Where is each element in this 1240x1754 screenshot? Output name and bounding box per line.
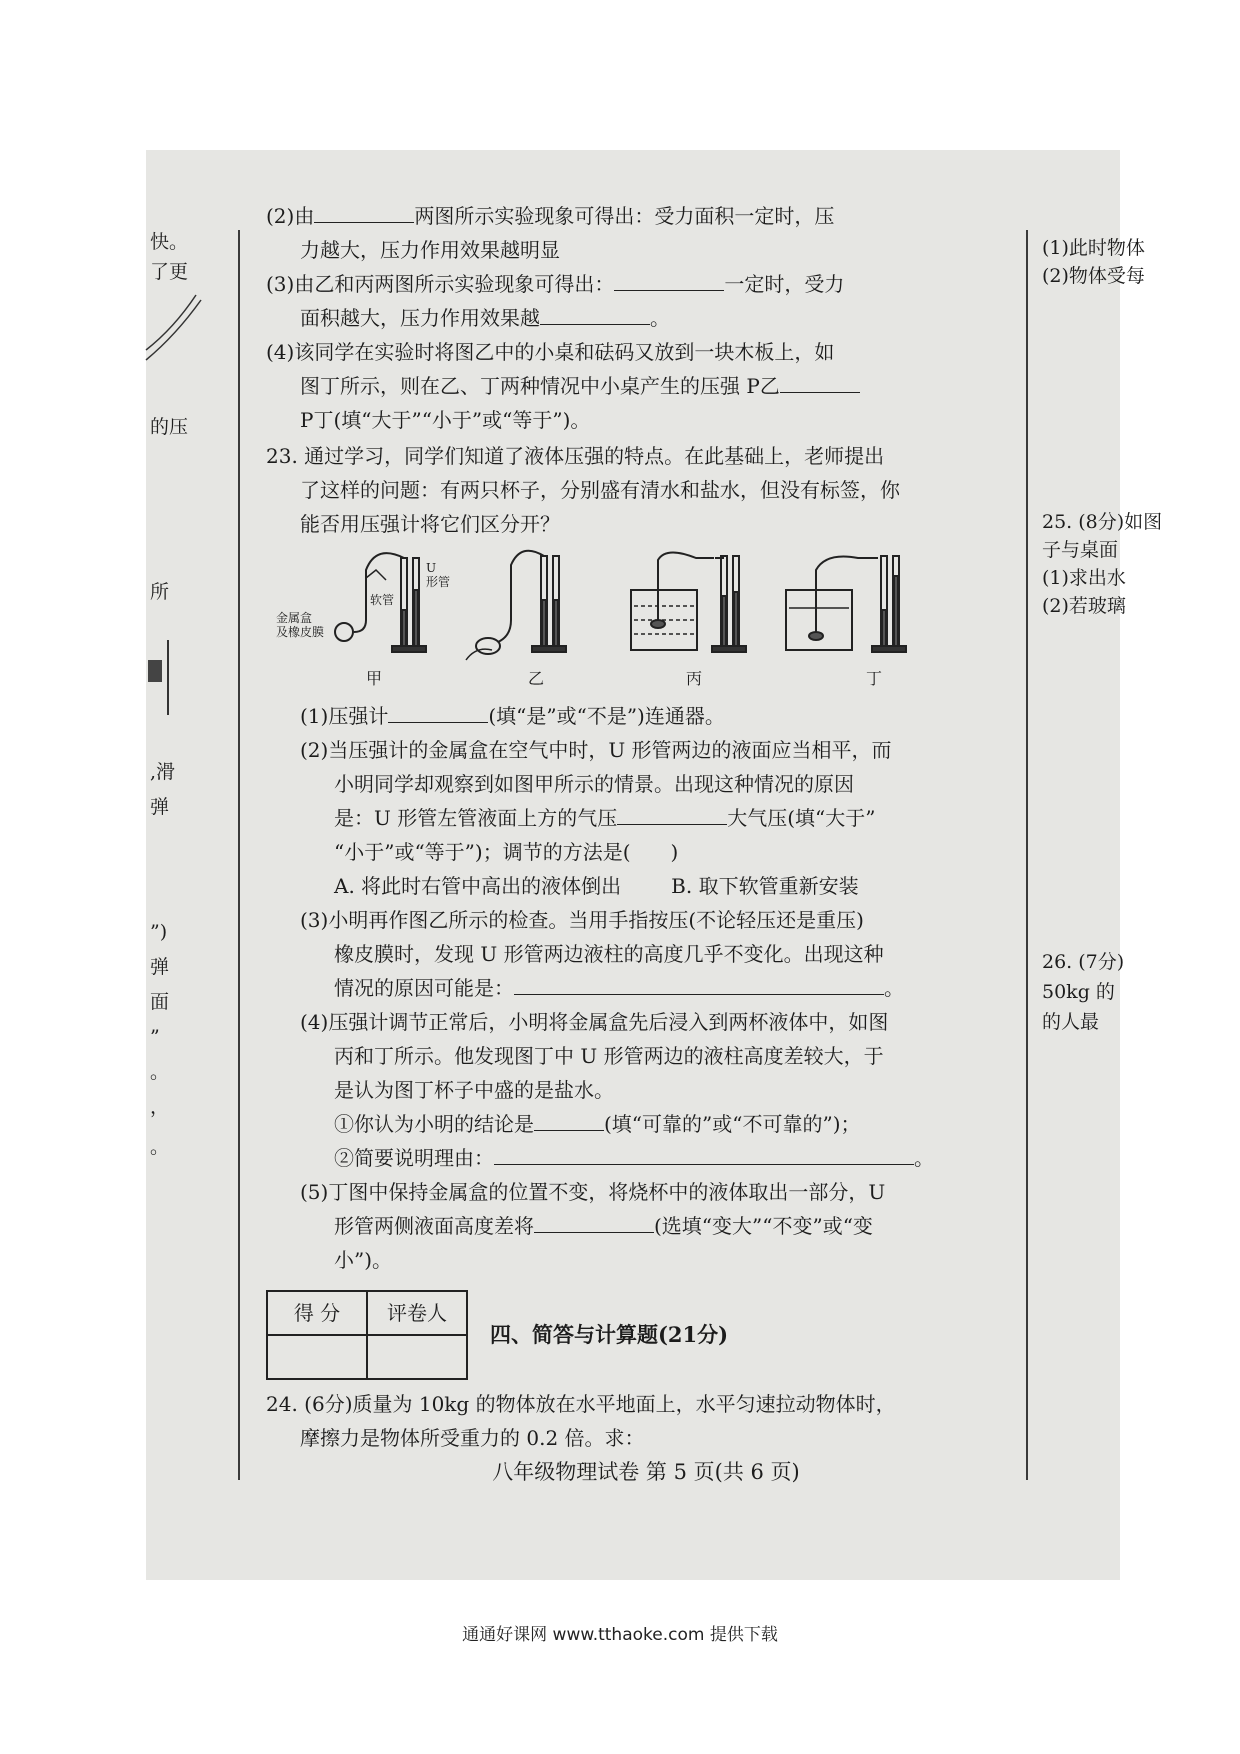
q23-sub4-line2: 丙和丁所示。他发现图丁中 U 形管两边的液柱高度差较大，于	[334, 1044, 884, 1068]
q24-line2: 摩擦力是物体所受重力的 0.2 倍。求：	[300, 1426, 645, 1450]
figure-ding	[786, 556, 906, 652]
grader-cell	[367, 1335, 467, 1379]
margin-fragment: ，	[150, 1096, 170, 1118]
section4-header	[266, 1290, 1026, 1380]
u-tube-label-1: U	[426, 561, 437, 575]
margin-apparatus-graphic	[146, 640, 176, 720]
q23-intro-line1: 23. 通过学习，同学们知道了液体压强的特点。在此基础上，老师提出	[266, 444, 885, 468]
right-margin-fragments	[1036, 150, 1163, 1580]
margin-fragment: (2)物体受每	[1042, 265, 1145, 287]
q23-sub3-line2: 橡皮膜时，发现 U 形管两边液柱的高度几乎不变化。出现这种	[334, 942, 884, 966]
q23-intro-line3: 能否用压强计将它们区分开？	[300, 512, 560, 536]
grader-header: 评卷人	[367, 1291, 467, 1335]
figure-bing	[631, 552, 746, 652]
q23-sub4-line1: (4)压强计调节正常后，小明将金属盒先后浸入到两杯液体中，如图	[300, 1010, 889, 1034]
margin-fragment: 所	[150, 581, 170, 603]
margin-fragment: 了更	[150, 261, 189, 283]
margin-fragment: ”)	[150, 921, 168, 943]
figure-yi	[466, 551, 566, 660]
q23-sub4-line3: 是认为图丁杯子中盛的是盐水。	[334, 1078, 614, 1102]
left-margin-fragments	[146, 150, 236, 1580]
download-caption: 通通好课网 www.tthaoke.com 提供下载	[462, 1625, 778, 1645]
margin-fragment: ,滑	[150, 761, 176, 783]
margin-fragment: 50kg 的	[1042, 981, 1115, 1003]
exam-photo	[146, 150, 1163, 1580]
margin-fragment: 的人最	[1042, 1011, 1100, 1033]
margin-fragment: 26. (7分)	[1042, 951, 1125, 973]
page-footer: 八年级物理试卷 第 5 页(共 6 页)	[492, 1460, 800, 1484]
q22-part3-line1: (3)由乙和丙两图所示实验现象可得出： 一定时，受力	[266, 272, 845, 296]
q23-sub2-line1: (2)当压强计的金属盒在空气中时，U 形管两边的液面应当相平，而	[300, 738, 892, 762]
metal-box-label-2: 及橡皮膜	[276, 625, 325, 639]
figure-label-ding: 丁	[866, 669, 883, 688]
q22-part4-line2: 图丁所示，则在乙、丁两种情况中小桌产生的压强 P乙	[266, 370, 1026, 402]
right-column-rule	[1026, 230, 1028, 1480]
margin-fragment: 弹	[150, 796, 170, 818]
q23-intro-line2: 了这样的问题：有两只杯子，分别盛有清水和盐水，但没有标签，你	[300, 478, 900, 502]
hose-label: 软管	[370, 593, 395, 607]
metal-box-label-1: 金属盒	[276, 611, 313, 625]
figure-label-jia: 甲	[366, 669, 383, 688]
margin-fragment: 弹	[150, 956, 170, 978]
margin-curve-graphic	[146, 290, 206, 370]
q22-part4-line3: P丁(填“大于”“小于”或“等于”)。	[300, 408, 591, 432]
pressure-gauge-drawings	[266, 550, 1026, 670]
margin-fragment: (1)求出水	[1042, 567, 1126, 589]
score-cell	[267, 1335, 367, 1379]
margin-fragment: 子与桌面	[1042, 539, 1119, 561]
score-header: 得 分	[267, 1291, 367, 1335]
margin-fragment: 面	[150, 991, 170, 1013]
section4-title: 四、简答与计算题(21分)	[490, 1322, 729, 1348]
q23-sub2-line2: 小明同学却观察到如图甲所示的情景。出现这种情况的原因	[334, 772, 854, 796]
margin-fragment: 25. (8分)如图	[1042, 511, 1163, 533]
margin-fragment: 。	[150, 1061, 170, 1083]
left-column-rule	[238, 230, 240, 1480]
margin-fragment: 的压	[150, 416, 189, 438]
q23-sub5-line1: (5)丁图中保持金属盒的位置不变，将烧杯中的液体取出一部分，U	[300, 1180, 886, 1204]
q23-sub4-line5: ②简要说明理由： 。	[334, 1146, 934, 1170]
margin-fragment: 。	[150, 1136, 170, 1158]
figure-label-bing: 丙	[686, 669, 703, 688]
page-content	[266, 200, 1026, 1492]
option-b: B. 取下软管重新安装	[671, 874, 859, 898]
q22-part3-line2: 面积越大，压力作用效果越 。	[300, 306, 670, 330]
q24-line1: 24. (6分)质量为 10kg 的物体放在水平地面上，水平匀速拉动物体时，	[266, 1392, 896, 1416]
q23-sub1: (1)压强计 (填“是”或“不是”)连通器。	[300, 704, 725, 728]
margin-fragment: ”	[150, 1026, 160, 1048]
margin-fragment: 快。	[150, 231, 189, 253]
q23-sub5-line3: 小”)。	[334, 1248, 393, 1272]
option-a: A. 将此时右管中高出的液体倒出	[334, 874, 622, 898]
q23-sub3-line1: (3)小明再作图乙所示的检查。当用手指按压(不论轻压还是重压)	[300, 908, 864, 932]
u-tube-label-2: 形管	[426, 575, 451, 589]
q22-part2-line2: 力越大，压力作用效果越明显	[300, 238, 560, 262]
margin-fragment: (1)此时物体	[1042, 237, 1145, 259]
q23-sub5-line2: 形管两侧液面高度差将 (选填“变大”“不变”或“变	[334, 1214, 873, 1238]
pressure-gauge-figure	[266, 550, 1026, 690]
q22-part2-line1: (2)由 两图所示实验现象可得出：受力面积一定时，压	[266, 204, 835, 228]
q22-part4-line1: (4)该同学在实验时将图乙中的小桌和砝码又放到一块木板上，如	[266, 340, 835, 364]
q23-sub2-line4: “小于”或“等于”)；调节的方法是( )	[334, 840, 679, 864]
figure-label-yi: 乙	[528, 669, 545, 688]
q23-sub2-options	[266, 870, 1026, 902]
q23-sub4-line4: ①你认为小明的结论是 (填“可靠的”或“不可靠的”)；	[334, 1112, 861, 1136]
score-table	[266, 1290, 468, 1380]
q23-sub2-line3: 是：U 形管左管液面上方的气压 大气压(填“大于”	[334, 806, 876, 830]
margin-fragment: (2)若玻璃	[1042, 595, 1126, 617]
q23-sub3-line3: 情况的原因可能是： 。	[334, 976, 904, 1000]
